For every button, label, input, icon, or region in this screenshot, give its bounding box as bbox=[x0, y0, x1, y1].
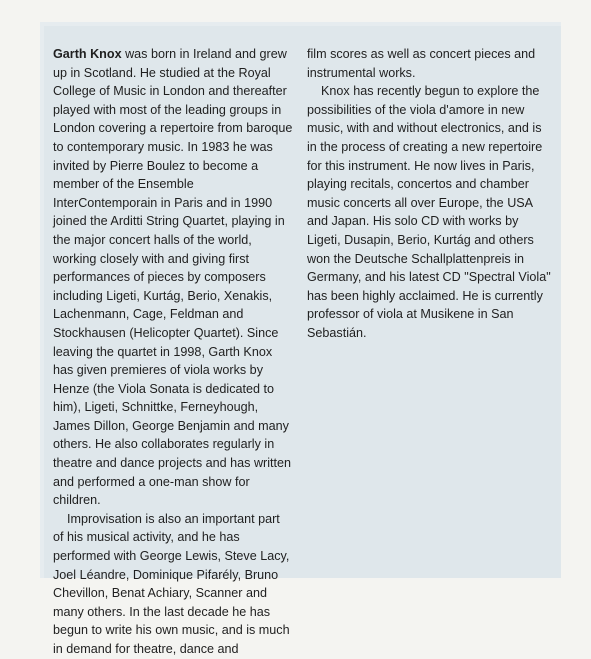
biography-continuation: film scores as well as concert pieces and instrumental works. bbox=[307, 47, 536, 80]
biography-paragraph-2: Improvisation is also an important part of his musical activity, and he has performed with George Lewis, Steve Lacy, Joel Léandre, Dominique Pifarély, Bruno Chevillon, Benat Achiary, Scanner and many others. In the last decade he has begun to write his own music, and is much in demand for theatre, dance and bbox=[53, 511, 290, 656]
paragraph-1-text: was born in Ireland and grew up in Scotland. He studied at the Royal College of Music in London and thereafter played with most of the leading groups in London covering a repertoire from baroque to contemporary music. In 1983 he was invited by Pierre Boulez to become a member of the Ensemble InterContemporain in Paris and in 1990 joined the Arditti String Quartet, playing in the major concert halls of the world, working closely with and giving first performances of pieces by composers including Ligeti, Kurtág, Berio, Xenakis, Lachenmann, Cage, Feldman and Stockhausen (Helicopter Quartet). Since leaving the quartet in 1998, Garth Knox has given premieres of viola works by Henze (the Viola Sonata is dedicated to him), Ligeti, Schnittke, Ferneyhough, James Dillon, George Benjamin and many others. He also collaborates regularly in theatre and dance projects and has written and performed a one-man show for children. bbox=[53, 47, 293, 508]
artist-name: Garth Knox bbox=[53, 47, 122, 61]
biography-paragraph-3: Knox has recently begun to explore the possibilities of the viola d'amore in new music, with and without electronics, and is in the process of creating a new repertoire for this instrument. He now lives in Paris, playing recitals, concertos and chamber music concerts all over Europe, the USA and Japan. His solo CD with works by Ligeti, Dusapin, Berio, Kurtág and others won the Deutsche Schallplattenpreis in Germany, and his latest CD "Spectral Viola" has been highly acclaimed. He is currently professor of viola at Musikene in San Sebastián. bbox=[307, 84, 551, 340]
biography-paragraph-1 bbox=[53, 45, 293, 510]
left-text-column bbox=[53, 45, 293, 659]
right-text-column bbox=[307, 45, 552, 343]
